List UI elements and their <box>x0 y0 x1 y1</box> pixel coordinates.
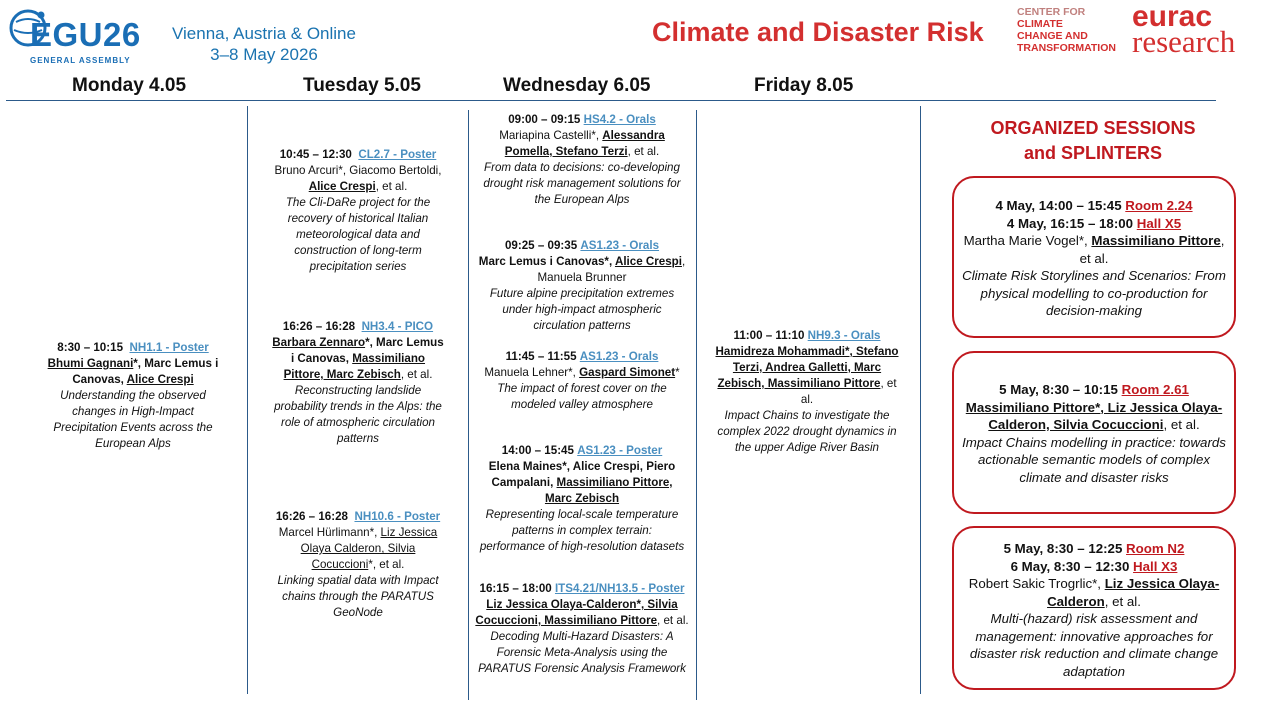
session-entry <box>270 319 446 447</box>
session-title: Climate Risk Storylines and Scenarios: From physical modelling to co-production for decision-making <box>962 268 1226 318</box>
session-time: 09:25 – 09:35 <box>504 239 578 252</box>
day-wednesday: Wednesday 6.05 <box>503 75 651 96</box>
session-time: 11:45 – 11:55 <box>505 350 577 363</box>
session-time: 09:00 – 09:15 <box>508 113 581 126</box>
session-title: Impact Chains modelling in practice: towards actionable semantic models of complex climate and disaster risks <box>962 434 1226 485</box>
session-link[interactable]: ITS4.21/NH13.5 - Poster <box>554 582 685 595</box>
session-time-room <box>960 540 1228 558</box>
author-highlight: Massimiliano Pittore, Marc Zebisch <box>544 476 673 505</box>
session-title: Linking spatial data with Impact chains through the PARATUS GeoNode <box>277 574 439 619</box>
session-link[interactable]: NH1.1 - Poster <box>129 341 209 354</box>
room-link[interactable]: Room 2.24 <box>1125 198 1193 213</box>
author-list: , et al. <box>375 180 408 193</box>
center-line-3: CHANGE AND <box>1017 30 1088 42</box>
author-highlight: Hamidreza Mohammadi*, Stefano Terzi, Andrea Galletti, Marc Zebisch, Massimiliano Pittore <box>715 345 899 390</box>
room-link[interactable]: Room 2.61 <box>1121 382 1189 397</box>
organized-session-box <box>952 176 1236 338</box>
session-datetime: 4 May, 14:00 – 15:45 <box>995 198 1126 213</box>
author-highlight: Liz Jessica Olaya-Calderon <box>1047 576 1220 609</box>
session-datetime: 5 May, 8:30 – 12:25 <box>1003 541 1127 556</box>
author-list: Martha Marie Vogel*, <box>963 233 1092 248</box>
session-time-room <box>960 558 1228 576</box>
author-highlight: Bhumi Gagnani <box>47 357 134 370</box>
page-title: Climate and Disaster Risk <box>652 17 984 47</box>
session-title: Future alpine precipitation extremes under high-impact atmospheric circulation patterns <box>489 287 675 332</box>
session-title: Decoding Multi-Hazard Disasters: A Forensic Meta-Analysis using the PARATUS Forensic Analysis Framework <box>478 630 686 675</box>
author-list: , et al. <box>400 368 433 381</box>
column-divider <box>468 110 469 700</box>
session-time: 10:45 – 12:30 <box>279 148 352 161</box>
author-list: Bruno Arcuri*, Giacomo Bertoldi, <box>274 164 442 177</box>
session-time: 16:15 – 18:00 <box>479 582 552 595</box>
author-highlight: Massimiliano Pittore, Marc Zebisch <box>283 352 426 381</box>
author-list: Robert Sakic Trogrlic*, <box>968 576 1105 591</box>
eurac-logo: eurac <box>1132 0 1213 33</box>
egu-title: EGU26 <box>30 16 141 53</box>
research-logo: research <box>1132 24 1236 59</box>
organized-title-line2: and SPLINTERS <box>1023 143 1162 163</box>
session-datetime: 5 May, 8:30 – 10:15 <box>999 382 1122 397</box>
session-title: Understanding the observed changes in High-Impact Precipitation Events across the European Alps <box>53 389 213 450</box>
session-time: 16:26 – 16:28 <box>282 320 356 333</box>
session-title: The impact of forest cover on the modeled valley atmosphere <box>497 382 667 411</box>
column-divider <box>247 106 248 694</box>
organized-session-box <box>952 526 1236 690</box>
author-list: , et al. <box>1104 593 1141 609</box>
author-list: , et al. <box>627 145 660 158</box>
session-link[interactable]: NH3.4 - PICO <box>361 320 434 333</box>
center-line-1: CENTER FOR <box>1017 6 1086 18</box>
venue-line2: 3–8 May 2026 <box>210 45 318 64</box>
column-divider <box>920 106 921 694</box>
author-list: *, et al. <box>368 558 405 571</box>
session-time: 16:26 – 16:28 <box>275 510 349 523</box>
author-list: *, Marc Lemus i Canovas, <box>290 336 444 365</box>
author-list: , et al. <box>1079 233 1225 266</box>
session-time-room <box>960 215 1228 233</box>
day-friday: Friday 8.05 <box>754 75 854 96</box>
author-list: Mariapina Castelli*, <box>499 129 603 142</box>
author-list: , et al. <box>657 614 689 627</box>
author-highlight: Barbara Zennaro <box>272 336 366 349</box>
author-highlight: Liz Jessica Olaya-Calderon*, Silvia Cocuccioni, Massimiliano Pittore <box>475 598 678 627</box>
author-highlight: Massimiliano Pittore <box>1091 233 1221 248</box>
author-list: * <box>675 366 680 379</box>
organized-session-box <box>952 351 1236 514</box>
author-list: , et al. <box>1163 417 1200 432</box>
author-list: , Manuela Brunner <box>537 255 686 284</box>
author-list: *, Marc Lemus i Canovas, <box>72 357 219 386</box>
egu-subtitle: GENERAL ASSEMBLY <box>30 56 131 65</box>
center-logo-text <box>1017 6 1116 54</box>
session-entry <box>270 147 446 275</box>
author-highlight: Liz Jessica Olaya Calderon, Silvia Cocuccioni <box>300 526 438 571</box>
session-title: Multi-(hazard) risk assessment and management: innovative approaches for disaster risk reduction and climate change adaptation <box>969 611 1219 679</box>
session-entry <box>478 349 686 413</box>
author-highlight: Alessandra Pomella, Stefano Terzi <box>504 129 665 158</box>
session-link[interactable]: AS1.23 - Orals <box>579 350 659 363</box>
session-entry <box>712 328 902 456</box>
author-list: Manuela Lehner*, <box>484 366 580 379</box>
session-link[interactable]: NH10.6 - Poster <box>354 510 441 523</box>
center-line-4: TRANSFORMATION <box>1017 42 1116 54</box>
session-title: Reconstructing landslide probability trends in the Alps: the role of atmospheric circulation patterns <box>274 384 442 445</box>
session-link[interactable]: AS1.23 - Poster <box>577 444 663 457</box>
session-title: From data to decisions: co-developing drought risk management solutions for the European Alps <box>483 161 681 206</box>
session-time-room <box>960 381 1228 399</box>
day-monday: Monday 4.05 <box>72 75 187 96</box>
author-list: , et al. <box>800 377 897 406</box>
room-link[interactable]: Room N2 <box>1126 541 1185 556</box>
header-divider <box>6 100 1216 101</box>
session-entry <box>478 443 686 555</box>
author-list: Marc Lemus i Canovas*, <box>478 255 615 268</box>
session-entry <box>44 340 222 452</box>
venue <box>166 23 362 65</box>
room-link[interactable]: Hall X5 <box>1136 215 1182 231</box>
author-highlight: Gaspard Simonet <box>579 366 676 379</box>
day-tuesday: Tuesday 5.05 <box>303 75 421 96</box>
session-link[interactable]: CL2.7 - Poster <box>358 148 437 161</box>
author-list: Marcel Hürlimann*, <box>278 526 381 539</box>
center-line-2: CLIMATE <box>1017 18 1063 30</box>
session-time: 8:30 – 10:15 <box>57 341 124 354</box>
session-datetime: 6 May, 8:30 – 12:30 <box>1010 558 1134 574</box>
session-datetime: 4 May, 16:15 – 18:00 <box>1006 215 1137 231</box>
session-link[interactable]: AS1.23 - Orals <box>580 239 660 252</box>
session-entry <box>478 112 686 208</box>
session-title: The Cli-DaRe project for the recovery of historical Italian meteorological data and construction of long-term precipitation series <box>285 196 431 273</box>
author-highlight: Alice Crespi <box>614 255 682 268</box>
author-highlight: Alice Crespi <box>126 373 194 386</box>
session-time: 11:00 – 11:10 <box>733 329 805 342</box>
session-entry <box>474 581 690 677</box>
session-entry <box>478 238 686 334</box>
session-link[interactable]: HS4.2 - Orals <box>583 113 656 126</box>
room-link[interactable]: Hall X3 <box>1133 558 1178 574</box>
session-link[interactable]: NH9.3 - Orals <box>807 329 881 342</box>
session-title: Representing local-scale temperature patterns in complex terrain: performance of high-resolution datasets <box>479 508 685 553</box>
author-list: Elena Maines*, Alice Crespi, Piero Campalani, <box>488 460 676 489</box>
author-highlight: Massimiliano Pittore*, Liz Jessica Olaya-Calderon, Silvia Cocuccioni <box>965 399 1223 432</box>
organized-sessions-title <box>960 116 1226 166</box>
organized-title-line1: ORGANIZED SESSIONS <box>990 118 1196 138</box>
session-title: Impact Chains to investigate the complex 2022 drought dynamics in the upper Adige River Basin <box>717 409 897 454</box>
author-highlight: Alice Crespi <box>308 180 376 193</box>
column-divider <box>696 110 697 700</box>
venue-line1: Vienna, Austria & Online <box>172 24 356 43</box>
session-time: 14:00 – 15:45 <box>501 444 574 457</box>
session-entry <box>270 509 446 621</box>
session-time-room <box>960 197 1228 215</box>
